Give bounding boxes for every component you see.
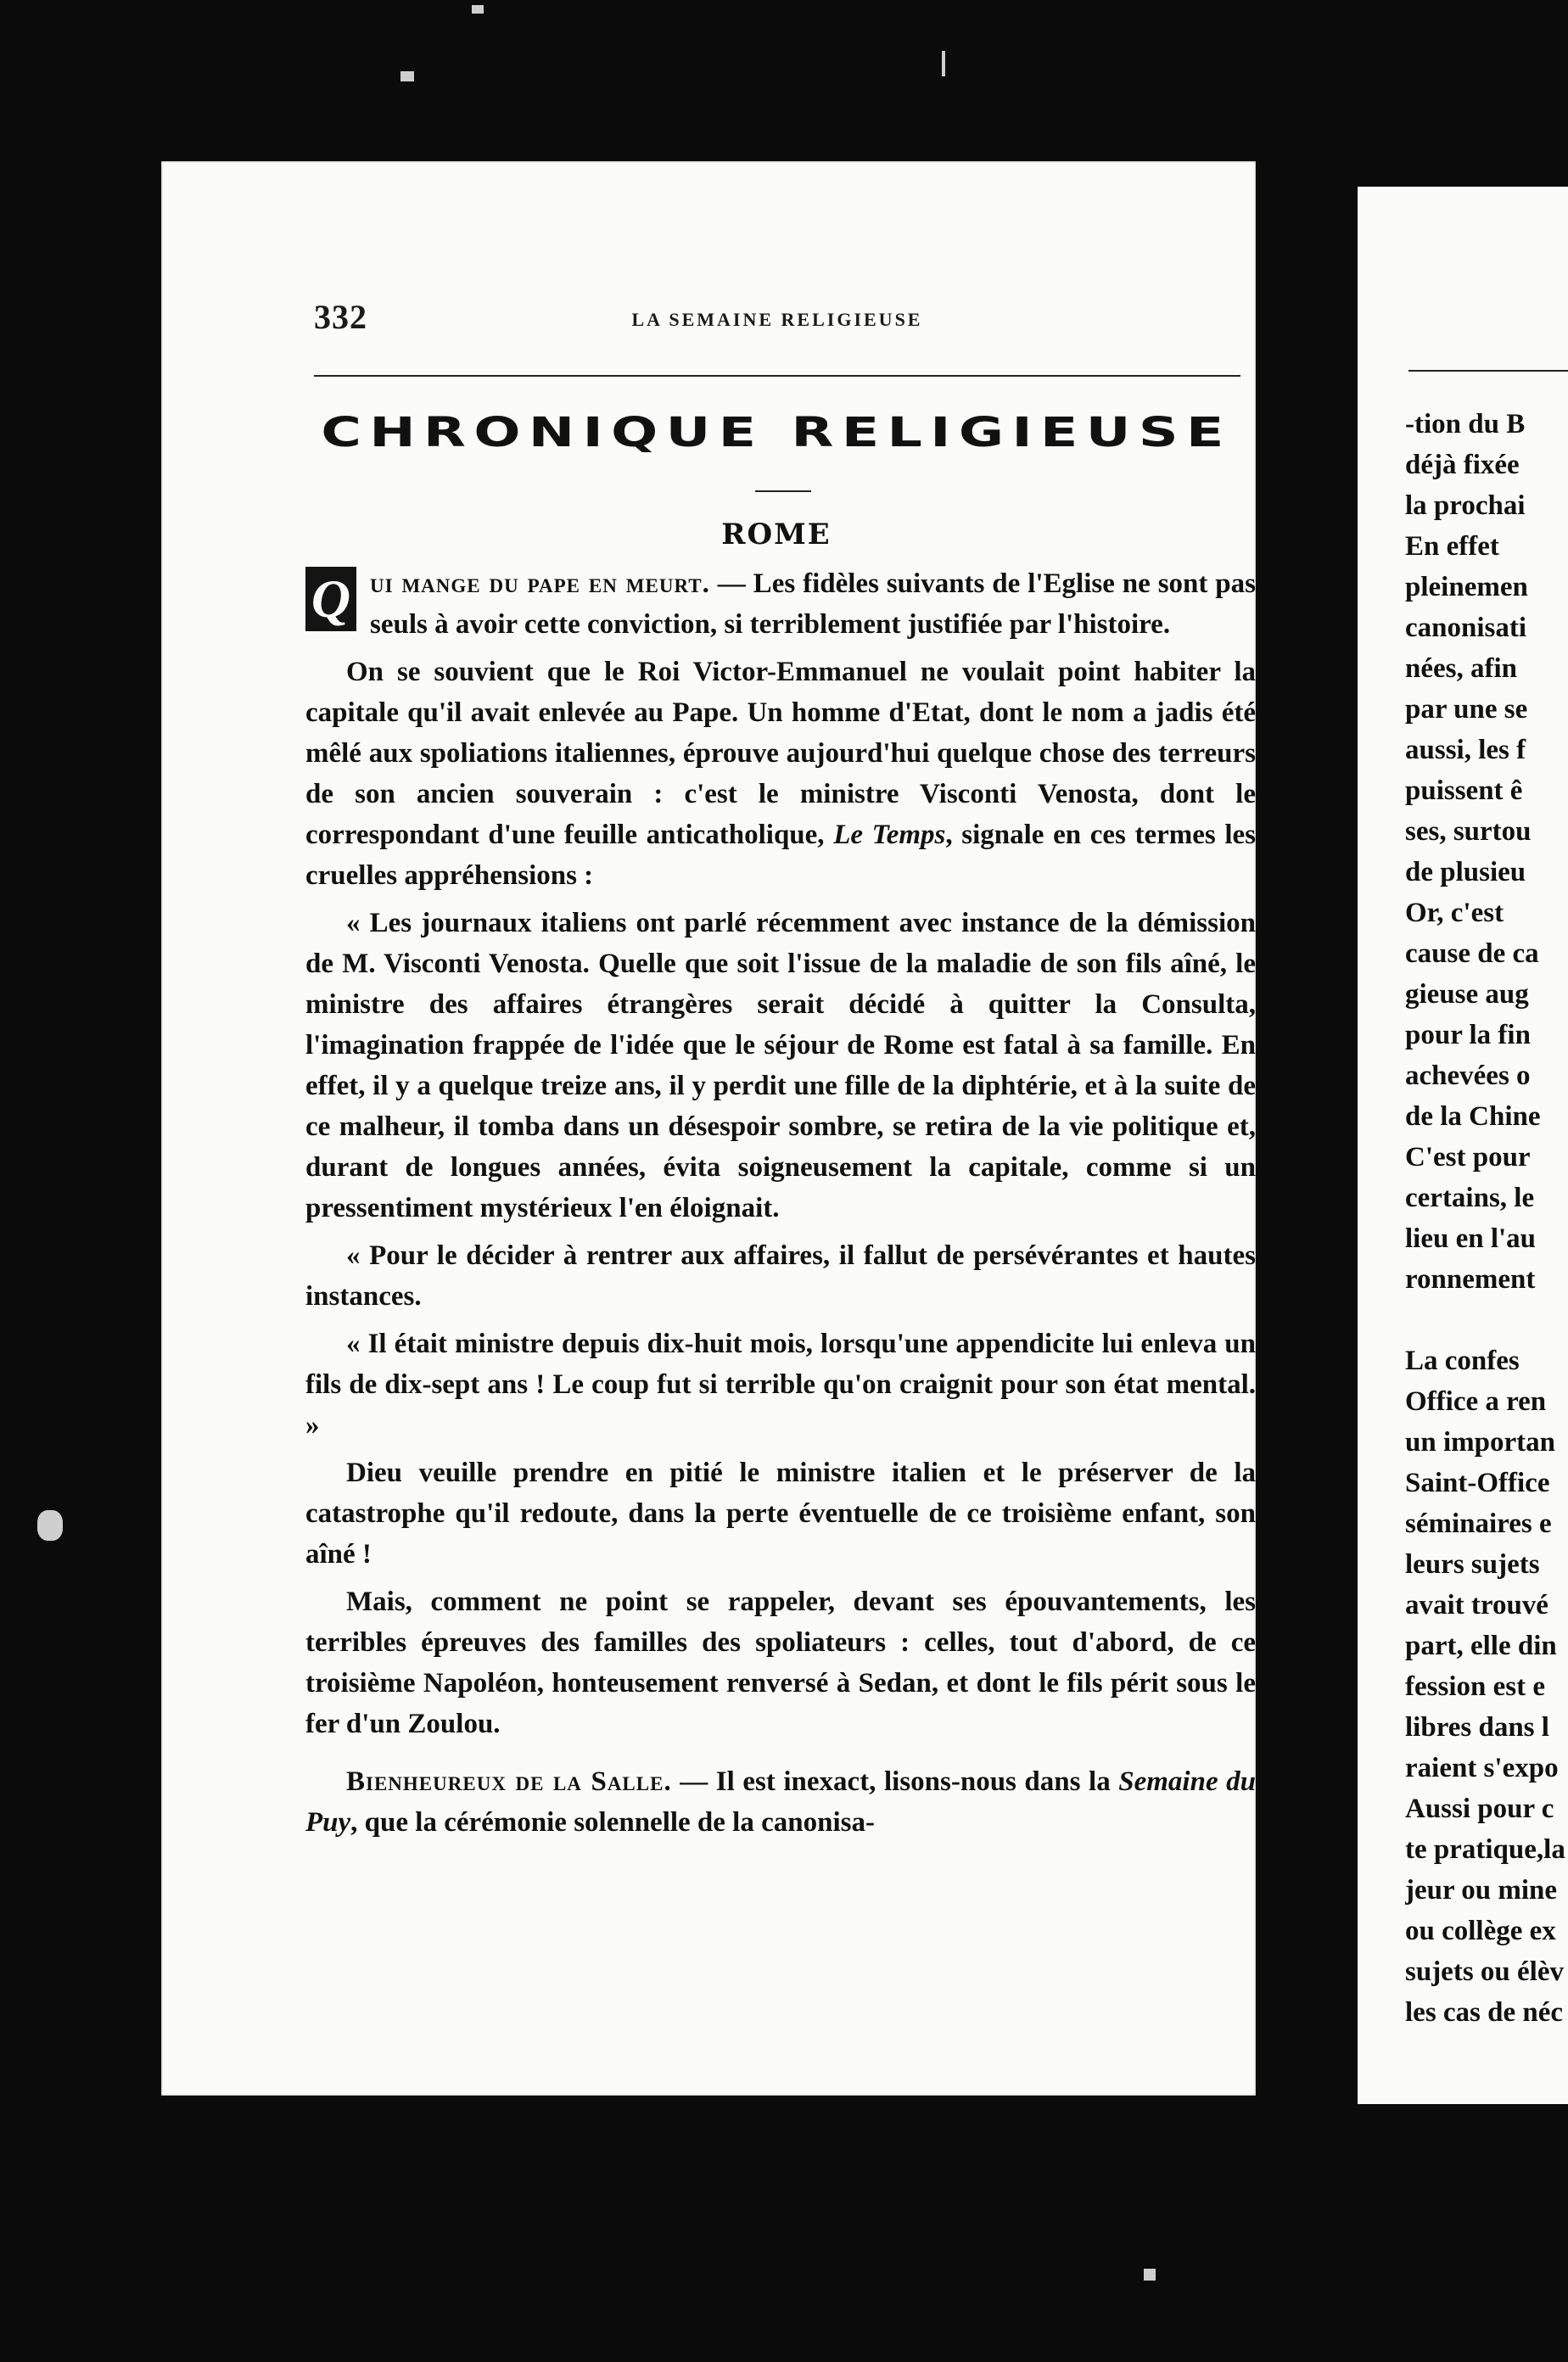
right-page-text — [1405, 404, 1568, 2033]
page-header — [314, 297, 1240, 336]
paragraph-8-text: — Il est inexact, lisons-nous dans la — [671, 1766, 1119, 1797]
right-page-line: séminaires e — [1405, 1508, 1552, 1539]
right-page-line: raient s'expo — [1405, 1753, 1559, 1783]
right-page-line: la prochai — [1405, 490, 1526, 521]
dust-speck — [472, 5, 484, 14]
right-page-line: puissent ê — [1405, 775, 1523, 806]
right-page-line: ronnement — [1405, 1264, 1536, 1295]
right-page-line: les cas de néc — [1405, 1997, 1564, 2028]
right-page-line: te pratique,la — [1405, 1834, 1565, 1865]
paragraph-2-text: On se souvient que le Roi Victor-Emmanuel ne voulait point habiter la capitale qu'il avait enlevée au Pape. Un homme d'Etat, dont le nom a jadis été mêlé aux spoliations italiennes, éprouve aujourd'hui quelque chose des terreurs de son ancien souverain : c'est le ministre Visconti Venosta, dont le correspondant d'une feuille anticatholique, — [305, 657, 1256, 850]
paragraph-3: « Les journaux italiens ont parlé récemment avec instance de la démission de M. Visconti Venosta. Quelle que soit l'issue de la maladie de son fils aîné, le ministre des affaires étrangères serait décidé à quitter la Consulta, l'imagination frappée de l'idée que le séjour de Rome est fatal à sa famille. En effet, il y a quelque treize ans, il y perdit une fille de la diphtérie, et à la suite de ce malheur, il tomba dans un désespoir sombre, se retira de la vie politique et, durant de longues années, évita soigneusement la capitale, comme si un pressentiment mystérieux l'en éloignait. — [305, 908, 1256, 1223]
right-page-line: par une se — [1405, 694, 1528, 725]
right-page-line: nées, afin — [1405, 653, 1517, 684]
paragraph-7: Mais, comment ne point se rappeler, devant ses épouvantements, les terribles épreuves des familles des spoliateurs : celles, tout d'abord, de ce troisième Napoléon, honteusement renversé à Sedan, et dont le fils périt sous le fer d'un Zoulou. — [305, 1587, 1256, 1739]
section-title: ROME — [721, 518, 832, 551]
lead-in: ui mange du pape en meurt. — [370, 568, 710, 599]
left-page-content — [161, 161, 1256, 2096]
paragraph-4: « Pour le décider à rentrer aux affaires, il fallut de persévérantes et hautes instances. — [305, 1240, 1256, 1312]
drop-cap: Q — [305, 567, 356, 631]
right-page-line: libres dans l — [1405, 1712, 1549, 1743]
right-page-rule — [1408, 370, 1568, 372]
right-page-line: La confes — [1405, 1346, 1520, 1376]
right-page-line: Aussi pour c — [1405, 1794, 1554, 1824]
dust-speck — [400, 71, 414, 81]
right-page-line: fession est e — [1405, 1671, 1545, 1702]
title-divider — [755, 490, 811, 492]
page-number: 332 — [314, 298, 367, 336]
right-page-line: Office a ren — [1405, 1386, 1547, 1417]
right-page-line: aussi, les f — [1405, 735, 1526, 765]
right-page-line: certains, le — [1405, 1183, 1535, 1213]
right-page-line: un importan — [1405, 1427, 1555, 1458]
right-page-line: ses, surtou — [1405, 816, 1532, 847]
right-page-line: cause de ca — [1405, 938, 1539, 969]
right-page-line: de la Chine — [1405, 1101, 1541, 1132]
paragraph-8-end: , que la cérémonie solennelle de la canonisa- — [350, 1807, 875, 1838]
paragraph-8 — [305, 1761, 1256, 1843]
right-page-line: lieu en l'au — [1405, 1223, 1537, 1254]
right-page-line: déjà fixée — [1405, 450, 1520, 480]
right-page-line: pleinemen — [1405, 572, 1528, 602]
right-page-line: achevées o — [1405, 1061, 1531, 1091]
paragraph-6: Dieu veuille prendre en pitié le ministre italien et le préserver de la catastrophe qu'il redoute, dans la perte éventuelle de ce troisième enfant, son aîné ! — [305, 1458, 1256, 1570]
right-page-line: C'est pour — [1405, 1142, 1531, 1173]
right-page-line: En effet — [1405, 531, 1499, 562]
running-title: LA SEMAINE RELIGIEUSE — [631, 309, 923, 330]
right-page-line: Saint-Office — [1405, 1468, 1550, 1498]
dust-speck — [942, 51, 945, 76]
right-page-line: part, elle din — [1405, 1631, 1557, 1661]
paragraph-2 — [305, 652, 1256, 896]
newspaper-title: Le Temps — [833, 820, 946, 850]
publication-title: Semaine du Puy — [305, 1766, 1256, 1838]
right-page-line: -tion du B — [1405, 409, 1526, 439]
right-page-line — [1405, 1300, 1568, 1341]
paragraph-1-text: — Les fidèles suivants de l'Eglise ne sont pas seuls à avoir cette conviction, si terriblement justifiée par l'histoire. — [370, 568, 1256, 640]
dust-speck — [1144, 2269, 1156, 2281]
right-page-line: de plusieu — [1405, 857, 1526, 887]
paragraph-1 — [305, 563, 1256, 645]
chronicle-title: CHRONIQUE RELIGIEUSE — [321, 409, 1232, 456]
section-lead-in: Bienheureux de la Salle. — [346, 1766, 672, 1797]
article-body — [305, 563, 1256, 1850]
right-page-line: ou collège ex — [1405, 1916, 1556, 1946]
right-page-line: avait trouvé — [1405, 1590, 1548, 1620]
right-page-line: sujets ou élèv — [1405, 1956, 1564, 1987]
right-page-line: jeur ou mine — [1405, 1875, 1558, 1906]
paragraph-2-end: , signale en ces termes les cruelles appréhensions : — [305, 820, 1256, 891]
right-page-line: canonisati — [1405, 613, 1527, 643]
right-page-line: leurs sujets — [1405, 1549, 1540, 1580]
paragraph-5: « Il était ministre depuis dix-huit mois, lorsqu'une appendicite lui enleva un fils de dix-sept ans ! Le coup fut si terrible qu'on craignit pour son état mental. » — [305, 1329, 1256, 1441]
right-page-line: gieuse aug — [1405, 979, 1529, 1010]
right-page-line: Or, c'est — [1405, 898, 1504, 928]
right-page-line: pour la fin — [1405, 1020, 1531, 1050]
dust-speck — [37, 1510, 63, 1541]
header-rule — [314, 375, 1240, 377]
